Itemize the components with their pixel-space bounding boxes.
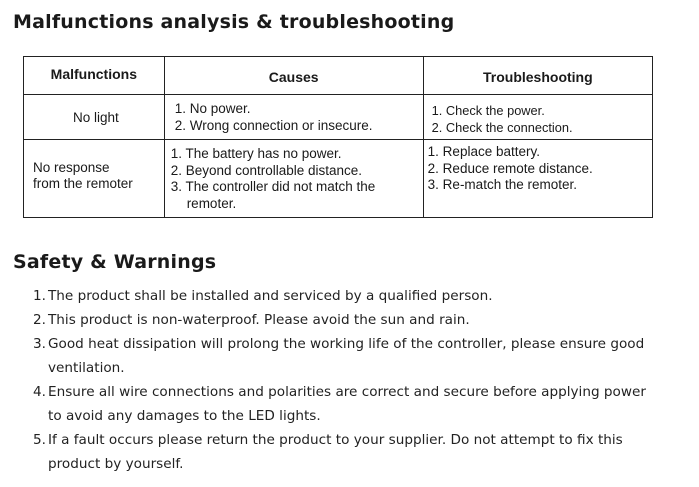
list-item-text: If a fault occurs please return the product to your supplier. Do not attempt to fix this product by yourself. <box>48 432 623 472</box>
header-troubleshooting-label: Troubleshooting <box>483 69 593 85</box>
causes-list <box>165 95 423 134</box>
troubleshooting-cell <box>423 140 652 218</box>
list-item-number: 1. <box>33 288 46 304</box>
malfunction-cell <box>24 95 165 140</box>
malfunction-cell <box>24 140 165 218</box>
cause-line: 2. Beyond controllable distance. <box>170 162 363 178</box>
list-item-text: Good heat dissipation will prolong the working life of the controller, please ensure good ventilation. <box>48 336 645 376</box>
troubleshooting-line: 1. Replace battery. <box>427 144 540 159</box>
troubleshooting-line: 2. Check the connection. <box>431 120 573 135</box>
safety-list <box>33 284 663 476</box>
list-item <box>33 332 663 380</box>
malfunctions-table <box>23 56 653 218</box>
header-causes <box>164 57 423 95</box>
troubleshooting-list <box>424 95 652 136</box>
cause-line: 1. No power. <box>174 101 251 116</box>
causes-cell <box>164 95 423 140</box>
list-item <box>33 428 663 476</box>
table-row <box>24 95 653 140</box>
troubleshooting-cell <box>423 95 652 140</box>
causes-cell <box>164 140 423 218</box>
troubleshooting-line: 2. Reduce remote distance. <box>427 160 593 176</box>
list-item-number: 3. <box>33 336 46 352</box>
list-item-text: Ensure all wire connections and polarities are correct and secure before applying power to avoid any damages to the LED lights. <box>48 384 646 424</box>
malfunction-text: No light <box>72 109 119 125</box>
header-troubleshooting <box>423 57 652 95</box>
table-row <box>24 140 653 218</box>
table-header-row <box>24 57 653 95</box>
header-malfunctions <box>24 57 165 95</box>
header-causes-label: Causes <box>268 69 319 85</box>
malfunction-line: No response <box>33 160 110 175</box>
malfunction-line: from the remoter <box>33 176 133 191</box>
list-item-number: 2. <box>33 312 46 328</box>
malfunction-text <box>24 140 164 192</box>
troubleshooting-line: 1. Check the power. <box>431 103 545 118</box>
list-item-number: 4. <box>33 384 46 400</box>
list-item-number: 5. <box>33 432 46 448</box>
list-item-text: The product shall be installed and serviced by a qualified person. <box>48 288 493 304</box>
malfunctions-heading: Malfunctions analysis & troubleshooting <box>13 11 455 33</box>
troubleshooting-list <box>424 140 652 194</box>
list-item-text: This product is non-waterproof. Please avoid the sun and rain. <box>48 312 470 328</box>
list-item <box>33 284 663 308</box>
header-malfunctions-label: Malfunctions <box>50 66 138 82</box>
causes-list <box>165 140 423 212</box>
cause-line: 3. The controller did not match the <box>170 179 376 194</box>
list-item <box>33 380 663 428</box>
safety-heading: Safety & Warnings <box>13 251 217 273</box>
cause-line: 1. The battery has no power. <box>170 146 342 161</box>
cause-line: 2. Wrong connection or insecure. <box>174 118 373 133</box>
troubleshooting-line: 3. Re-match the remoter. <box>427 177 577 192</box>
list-item <box>33 308 663 332</box>
cause-line: remoter. <box>186 195 237 211</box>
